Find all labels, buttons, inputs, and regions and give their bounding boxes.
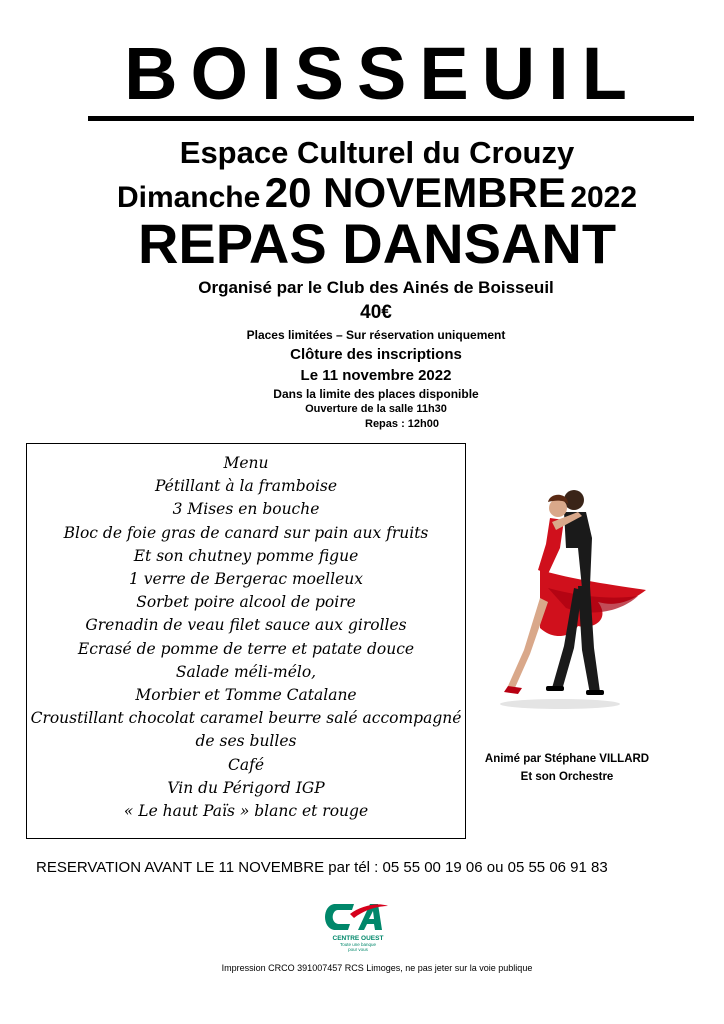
menu-item: Morbier et Tomme Catalane bbox=[135, 686, 357, 705]
registration-closing-date: Le 11 novembre 2022 bbox=[300, 367, 452, 384]
menu-item: Salade méli-mélo, bbox=[175, 662, 317, 681]
menu-box bbox=[26, 443, 466, 839]
meal-time: Repas : 12h00 bbox=[365, 418, 439, 430]
venue-name: Espace Culturel du Crouzy bbox=[179, 135, 575, 170]
organiser-text: Organisé par le Club des Ainés de Boisseuil bbox=[198, 278, 554, 297]
menu-item: de ses bulles bbox=[195, 732, 297, 751]
band-info bbox=[472, 750, 662, 786]
logo-text: CENTRE OUEST bbox=[332, 935, 384, 942]
menu-item: Sorbet poire alcool de poire bbox=[136, 593, 356, 612]
opening-time: Ouverture de la salle 11h30 bbox=[305, 403, 447, 415]
menu-heading: Menu bbox=[223, 454, 269, 472]
menu-item: 1 verre de Bergerac moelleux bbox=[129, 570, 363, 589]
band-leader: Animé par Stéphane VILLARD bbox=[484, 753, 650, 765]
reservation-info: RESERVATION AVANT LE 11 NOVEMBRE par tél : 05 55 00 19 06 ou 05 55 06 91 83 bbox=[36, 859, 608, 876]
price: 40€ bbox=[360, 302, 392, 323]
menu-item: « Le haut Païs » blanc et rouge bbox=[123, 802, 369, 821]
footer-legal: Impression CRCO 391007457 RCS Limoges, ne pas jeter sur la voie publique bbox=[221, 963, 533, 973]
menu-item: 3 Mises en bouche bbox=[172, 500, 320, 519]
dancing-couple-image bbox=[478, 478, 648, 710]
event-name: REPAS DANSANT bbox=[137, 212, 617, 275]
date-day-month: 20 NOVEMBRE bbox=[264, 169, 566, 216]
menu-list bbox=[27, 444, 465, 823]
credit-agricole-logo bbox=[320, 900, 396, 952]
logo-slogan: Toute une banque bbox=[339, 942, 377, 947]
band-orchestra: Et son Orchestre bbox=[520, 771, 614, 783]
date-year: 2022 bbox=[570, 181, 638, 214]
date-weekday: Dimanche bbox=[116, 181, 261, 214]
menu-item: Croustillant chocolat caramel beurre salé accompagné bbox=[30, 709, 462, 728]
menu-item: Grenadin de veau filet sauce aux girolles bbox=[85, 616, 407, 635]
registration-closing: Clôture des inscriptions bbox=[290, 346, 462, 363]
places-notice: Places limitées – Sur réservation uniquement bbox=[246, 328, 506, 342]
menu-item: Café bbox=[227, 755, 264, 774]
menu-item: Ecrasé de pomme de terre et patate douce bbox=[77, 639, 415, 658]
logo-slogan-2: pour vous bbox=[348, 947, 368, 952]
menu-item: Pétillant à la framboise bbox=[154, 477, 338, 496]
places-limit-text: Dans la limite des places disponible bbox=[273, 387, 479, 401]
title-underline bbox=[88, 116, 694, 121]
page-title: BOISSEUIL bbox=[124, 32, 640, 115]
menu-item: Vin du Périgord IGP bbox=[167, 778, 325, 797]
menu-item: Et son chutney pomme figue bbox=[133, 546, 359, 565]
menu-item: Bloc de foie gras de canard sur pain aux fruits bbox=[63, 523, 429, 542]
